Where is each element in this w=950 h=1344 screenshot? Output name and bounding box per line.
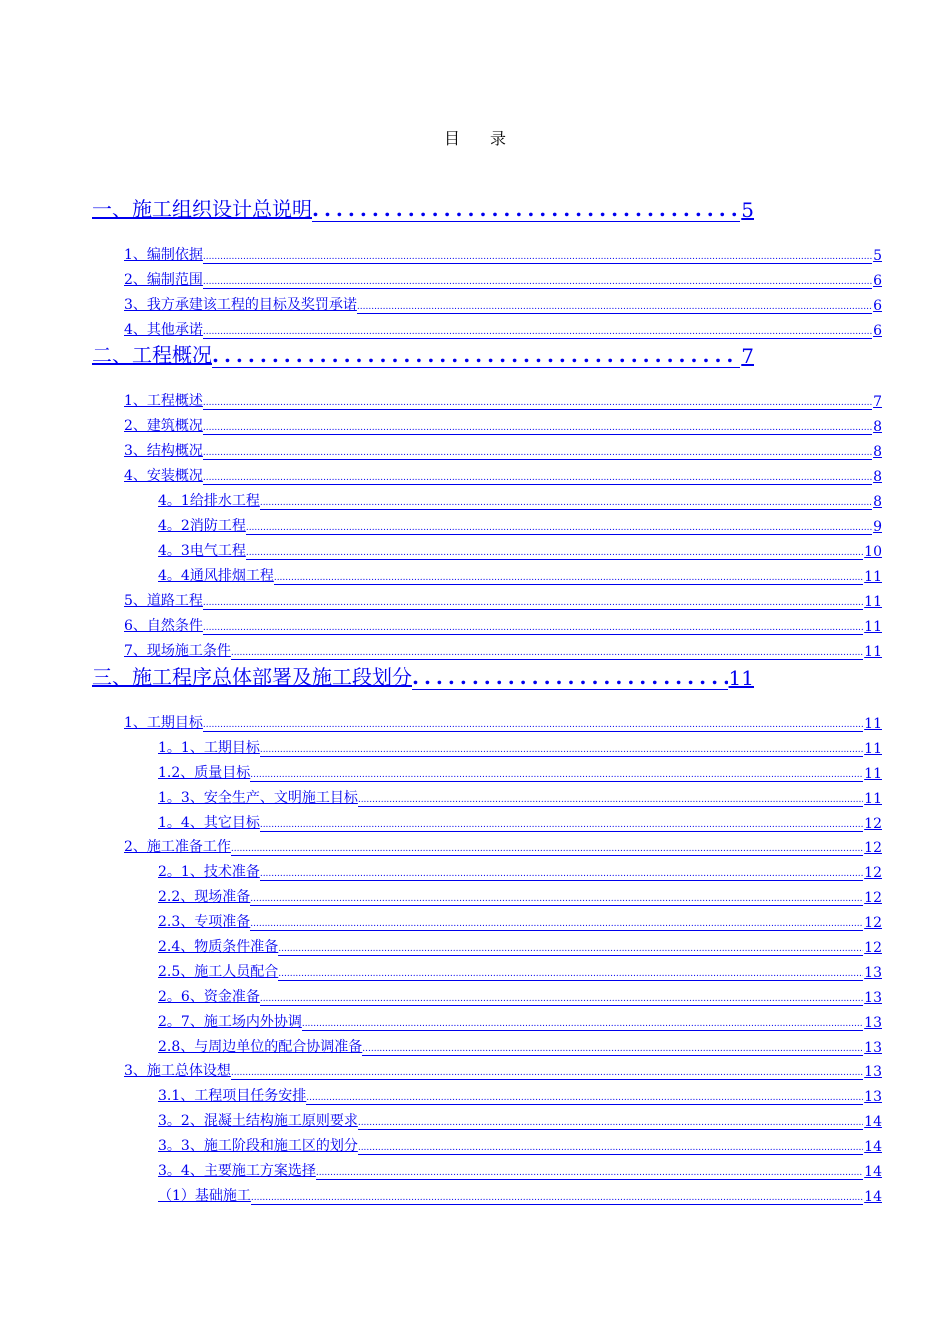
toc-section-link[interactable] — [158, 762, 882, 782]
toc-entry-text: 3。2、混凝土结构施工原则要求 — [158, 1113, 358, 1129]
toc-dot-leader — [260, 740, 863, 757]
toc-page-number: 11 — [864, 741, 882, 757]
toc-section-link[interactable] — [158, 540, 882, 560]
toc-page-number: 8 — [873, 469, 882, 485]
toc-page-number: 6 — [873, 323, 882, 339]
toc-section-link[interactable] — [124, 269, 882, 289]
toc-dot-leader — [260, 815, 863, 832]
toc-page-number: 12 — [864, 915, 882, 931]
toc-page-number: 13 — [864, 1040, 882, 1056]
toc-entry-text: 二、工程概况 — [92, 343, 212, 367]
toc-section-link[interactable] — [124, 390, 882, 410]
toc-entry-text: 4、安装概况 — [124, 468, 203, 484]
toc-dot-leader — [203, 618, 863, 635]
toc-dot-leader — [278, 964, 863, 981]
toc-entry-text: 2.4、物质条件准备 — [158, 939, 279, 955]
toc-page-number: 11 — [864, 569, 882, 585]
toc-section-link[interactable] — [158, 861, 882, 881]
toc-entry-text: 2。1、技术准备 — [158, 864, 260, 880]
toc-dot-leader — [362, 1039, 863, 1056]
toc-section-link[interactable] — [158, 1110, 882, 1130]
toc-page-number: 5 — [873, 248, 882, 264]
toc-section-link[interactable] — [124, 836, 882, 856]
toc-entry-text: 4、其他承诺 — [124, 322, 203, 338]
toc-entry-text: 1、工程概述 — [124, 393, 203, 409]
toc-dot-leader — [203, 247, 872, 264]
toc-page-number: 13 — [864, 1089, 882, 1105]
toc-entry-text: 3、结构概况 — [124, 443, 203, 459]
toc-page-number: 7 — [741, 344, 754, 368]
toc-dot-leader — [274, 568, 863, 585]
toc-page-number: 12 — [864, 840, 882, 856]
toc-dot-leader — [250, 765, 863, 782]
toc-entry-text: 3、我方承建该工程的目标及奖罚承诺 — [124, 297, 357, 313]
toc-entry-text: 一、施工组织设计总说明 — [92, 197, 312, 221]
toc-page-number: 13 — [864, 965, 882, 981]
toc-entry-text: 3.1、工程项目任务安排 — [158, 1088, 307, 1104]
toc-dot-leader — [203, 272, 872, 289]
toc-dot-leader — [412, 665, 728, 690]
toc-entry-text: （1）基础施工 — [158, 1188, 251, 1204]
toc-section-link[interactable] — [158, 1185, 882, 1205]
toc-page-number: 10 — [864, 544, 882, 560]
toc-page-number: 13 — [864, 1015, 882, 1031]
toc-entry-text: 1。3、安全生产、文明施工目标 — [158, 790, 358, 806]
toc-page-number: 8 — [873, 419, 882, 435]
toc-dot-leader — [358, 1113, 863, 1130]
toc-dot-leader — [312, 197, 740, 222]
toc-entry-text: 2.2、现场准备 — [158, 889, 251, 905]
toc-entry-text: 2、施工准备工作 — [124, 839, 231, 855]
toc-dot-leader — [246, 543, 863, 560]
toc-dot-leader — [358, 1138, 863, 1155]
toc-entry-text: 4。1给排水工程 — [158, 493, 260, 509]
toc-entry-text: 1。4、其它目标 — [158, 815, 260, 831]
toc-dot-leader — [203, 593, 863, 610]
toc-page-number: 12 — [864, 865, 882, 881]
toc-section-link[interactable] — [124, 440, 882, 460]
toc-page-number: 5 — [741, 198, 754, 222]
toc-entry-text: 2、建筑概况 — [124, 418, 203, 434]
toc-section-link[interactable] — [124, 465, 882, 485]
toc-title-char-1: 目 — [443, 129, 460, 148]
toc-entry-text: 2。7、施工场内外协调 — [158, 1014, 302, 1030]
toc-section-link[interactable] — [158, 565, 882, 585]
toc-entry-text: 2、编制范围 — [124, 272, 203, 288]
toc-dot-leader — [260, 864, 863, 881]
toc-section-link[interactable] — [124, 712, 882, 732]
toc-entry-text: 4。3电气工程 — [158, 543, 246, 559]
toc-dot-leader — [246, 518, 872, 535]
toc-page-number: 7 — [873, 394, 882, 410]
toc-page-number: 14 — [864, 1114, 882, 1130]
toc-section-link[interactable] — [158, 886, 882, 906]
toc-section-link[interactable] — [158, 515, 882, 535]
toc-page-number: 6 — [873, 298, 882, 314]
toc-page-number: 11 — [864, 766, 882, 782]
toc-page-number: 11 — [864, 619, 882, 635]
toc-dot-leader — [260, 493, 872, 510]
toc-section-link[interactable] — [158, 1085, 882, 1105]
toc-entry-text: 5、道路工程 — [124, 593, 203, 609]
toc-entry-text: 7、现场施工条件 — [124, 643, 231, 659]
toc-entry-text: 2.8、与周边单位的配合协调准备 — [158, 1039, 363, 1055]
toc-entry-text: 3。3、施工阶段和施工区的划分 — [158, 1138, 358, 1154]
toc-title — [0, 126, 950, 149]
toc-page-number: 14 — [864, 1189, 882, 1205]
toc-dot-leader — [231, 1063, 863, 1080]
toc-entry-text: 1.2、质量目标 — [158, 765, 251, 781]
toc-section-link[interactable] — [124, 415, 882, 435]
toc-chapter-link[interactable] — [92, 342, 754, 368]
toc-entry-text: 2.3、专项准备 — [158, 914, 251, 930]
toc-dot-leader — [203, 715, 863, 732]
toc-entry-text: 3、施工总体设想 — [124, 1063, 231, 1079]
toc-dot-leader — [251, 1188, 863, 1205]
toc-section-link[interactable] — [124, 640, 882, 660]
toc-entry-text: 1、编制依据 — [124, 247, 203, 263]
toc-section-link[interactable] — [124, 1060, 882, 1080]
toc-page-number: 11 — [864, 716, 882, 732]
toc-page-number: 12 — [864, 940, 882, 956]
toc-entry-text: 2.5、施工人员配合 — [158, 964, 279, 980]
toc-page-number: 14 — [864, 1164, 882, 1180]
toc-chapter-link[interactable] — [92, 664, 754, 690]
toc-entry-text: 4。4通风排烟工程 — [158, 568, 274, 584]
toc-dot-leader — [260, 989, 863, 1006]
toc-dot-leader — [212, 343, 740, 368]
toc-page-number: 13 — [864, 1064, 882, 1080]
toc-dot-leader — [203, 443, 872, 460]
toc-section-link[interactable] — [124, 590, 882, 610]
toc-section-link[interactable] — [158, 812, 882, 832]
toc-entry-text: 三、施工程序总体部署及施工段划分 — [92, 665, 412, 689]
toc-dot-leader — [306, 1088, 863, 1105]
toc-title-char-2: 录 — [490, 129, 507, 148]
toc-page-number: 12 — [864, 890, 882, 906]
toc-dot-leader — [278, 939, 863, 956]
toc-dot-leader — [302, 1014, 863, 1031]
toc-section-link[interactable] — [158, 1135, 882, 1155]
toc-page-number: 11 — [864, 644, 882, 660]
toc-section-link[interactable] — [158, 787, 882, 807]
toc-page-number: 11 — [864, 791, 882, 807]
toc-section-link[interactable] — [158, 1160, 882, 1180]
toc-page-number: 6 — [873, 273, 882, 289]
toc-section-link[interactable] — [158, 986, 882, 1006]
toc-dot-leader — [316, 1163, 863, 1180]
toc-page-number: 8 — [873, 444, 882, 460]
toc-section-link[interactable] — [158, 936, 882, 956]
toc-page-number: 14 — [864, 1139, 882, 1155]
toc-dot-leader — [203, 322, 872, 339]
toc-section-link[interactable] — [124, 294, 882, 314]
toc-dot-leader — [203, 468, 872, 485]
toc-dot-leader — [250, 914, 863, 931]
toc-page-number: 13 — [864, 990, 882, 1006]
toc-entry-text: 2。6、资金准备 — [158, 989, 260, 1005]
toc-dot-leader — [203, 393, 872, 410]
toc-dot-leader — [231, 839, 863, 856]
toc-dot-leader — [357, 297, 872, 314]
toc-section-link[interactable] — [124, 615, 882, 635]
toc-section-link[interactable] — [158, 490, 882, 510]
toc-section-link[interactable] — [124, 319, 882, 339]
toc-page-number: 9 — [873, 519, 882, 535]
toc-section-link[interactable] — [158, 961, 882, 981]
toc-dot-leader — [250, 889, 863, 906]
toc-section-link[interactable] — [158, 1011, 882, 1031]
toc-entry-text: 1、工期目标 — [124, 715, 203, 731]
toc-page-number: 11 — [864, 594, 882, 610]
toc-dot-leader — [358, 790, 863, 807]
toc-chapter-link[interactable] — [92, 196, 754, 222]
toc-entry-text: 1。1、工期目标 — [158, 740, 260, 756]
toc-page-number: 11 — [728, 666, 754, 690]
toc-section-link[interactable] — [158, 1036, 882, 1056]
toc-page-number: 12 — [864, 816, 882, 832]
toc-dot-leader — [231, 643, 863, 660]
toc-entry-text: 3。4、主要施工方案选择 — [158, 1163, 316, 1179]
toc-entry-text: 4。2消防工程 — [158, 518, 246, 534]
toc-section-link[interactable] — [158, 911, 882, 931]
toc-section-link[interactable] — [124, 244, 882, 264]
toc-dot-leader — [203, 418, 872, 435]
toc-page-number: 8 — [873, 494, 882, 510]
toc-section-link[interactable] — [158, 737, 882, 757]
toc-entry-text: 6、自然条件 — [124, 618, 203, 634]
